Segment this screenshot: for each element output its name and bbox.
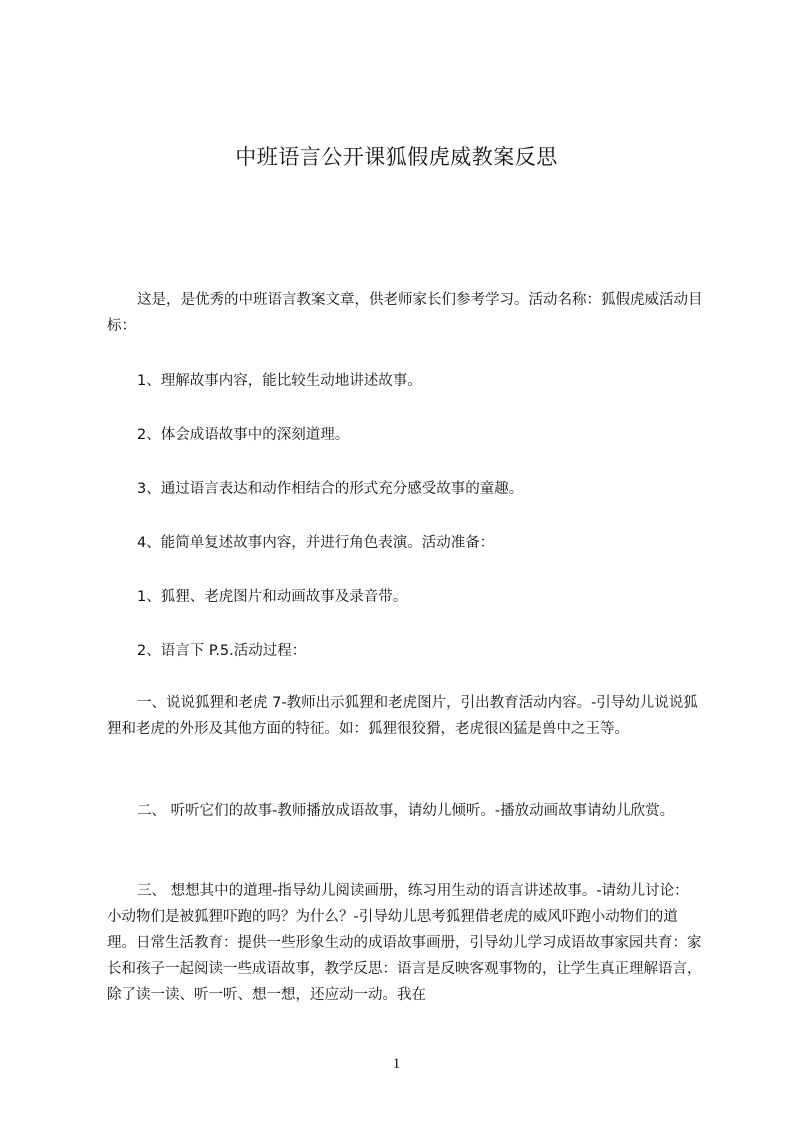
paragraph-intro: 这是，是优秀的中班语言教案文章，供老师家长们参考学习。活动名称：狐假虎威活动目标： — [107, 292, 703, 334]
paragraph-goal-4: 4、能简单复述故事内容，并进行角色表演。活动准备： — [137, 535, 495, 551]
paragraph-prep-1: 1、狐狸、老虎图片和动画故事及录音带。 — [137, 589, 408, 605]
document-title: 中班语言公开课狐假虎威教案反思 — [235, 145, 558, 169]
paragraph-process-1: 一、说说狐狸和老虎 7-教师出示狐狸和老虎图片，引出教育活动内容。-引导幼儿说说狐狸和老虎的外形及其他方面的特征。如：狐狸很狡猾，老虎很凶猛是兽中之王等。 — [107, 695, 698, 737]
paragraph-process-2: 二、 听听它们的故事-教师播放成语故事，请幼儿倾听。-播放动画故事请幼儿欣赏。 — [137, 803, 675, 819]
paragraph-process-3: 三、 想想其中的道理-指导幼儿阅读画册，练习用生动的语言讲述故事。-请幼儿讨论：小动物们是被狐狸吓跑的吗？为什么？-引导幼儿思考狐狸借老虎的威风吓跑小动物们的道理。日常生活教育：提供一些形象生动的成语故事画册，引导幼儿学习成语故事家园共育：家长和孩子一起阅读一些成语故事，教学反思：语言是反映客观事物的，让学生真正理解语言，除了读一读、听一听、想一想，还应动一动。我在 — [107, 883, 702, 1003]
paragraph-goal-3: 3、通过语言表达和动作相结合的形式充分感受故事的童趣。 — [137, 481, 524, 497]
paragraph-goal-1: 1、理解故事内容，能比较生动地讲述故事。 — [137, 373, 422, 389]
page-number: 1 — [392, 1056, 401, 1072]
paragraph-prep-2: 2、语言下 P.5.活动过程： — [137, 643, 307, 659]
paragraph-goal-2: 2、体会成语故事中的深刻道理。 — [137, 427, 350, 443]
